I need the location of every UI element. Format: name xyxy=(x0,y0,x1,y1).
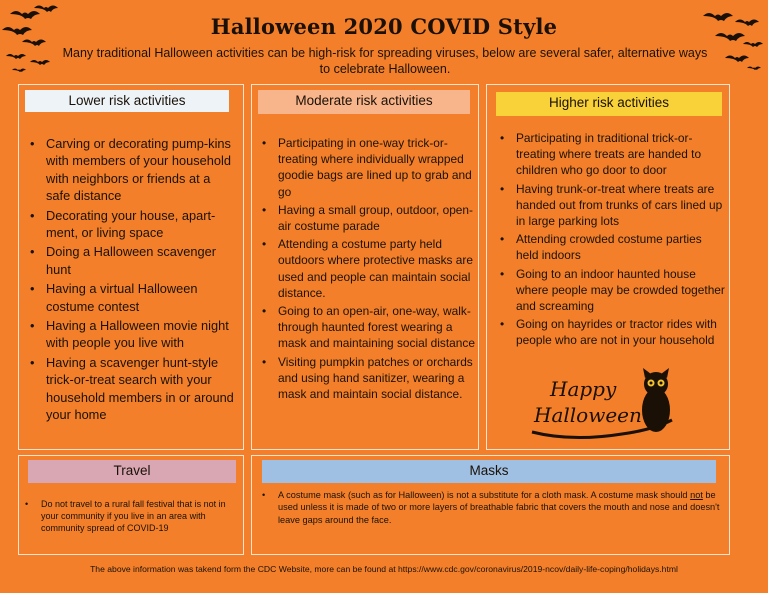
higher-risk-list xyxy=(500,130,726,351)
list-item: • Having a scavenger hunt-style trick-or-treat search with your household members in or around your home xyxy=(30,354,238,424)
list-item: • Visiting pumpkin patches or orchards and using hand sanitizer, wearing a mask and maintain social distance. xyxy=(262,354,476,403)
list-item: • Having trunk-or-treat where treats are handed out from trunks of cars lined up in large parking lots xyxy=(500,181,726,230)
halloween-text: Halloween xyxy=(534,403,642,427)
list-item: • Participating in traditional trick-or-treating where treats are handed to children who go door to door xyxy=(500,130,726,179)
happy-text: Happy xyxy=(550,377,617,401)
list-item: • Do not travel to a rural fall festival that is not in your community if you live in an area with community spread of COVID-19 xyxy=(25,498,239,534)
list-item: • Attending a costume party held outdoors where protective masks are used and people can maintain social distance. xyxy=(262,236,476,301)
list-item: • Doing a Halloween scavenger hunt xyxy=(30,243,238,278)
list-item: • Having a virtual Halloween costume contest xyxy=(30,280,238,315)
list-item: • Carving or decorating pump-kins with members of your household with neighbors or friends at a safe distance xyxy=(30,135,238,205)
list-item xyxy=(262,489,722,526)
black-cat-icon xyxy=(642,368,670,432)
page-subtitle: Many traditional Halloween activities can be high-risk for spreading viruses, below are several safer, alternative ways to celebrate Halloween. xyxy=(62,46,708,76)
list-item: • Having a Halloween movie night with people you live with xyxy=(30,317,238,352)
list-item: • Attending crowded costume parties held indoors xyxy=(500,231,726,263)
masks-heading: Masks xyxy=(262,460,716,483)
travel-list xyxy=(25,498,239,534)
footer-source-note: The above information was takend form the CDC Website, more can be found at https://www.cdc.gov/coronavirus/2019-ncov/daily-life-coping/holidays.html xyxy=(90,564,678,574)
list-item: • Going to an indoor haunted house where people may be crowded together and screaming xyxy=(500,266,726,315)
list-item: • Going to an open-air, one-way, walk-through haunted forest wearing a mask and maintaining social distance xyxy=(262,303,476,352)
page-title: Halloween 2020 COVID Style xyxy=(210,14,558,39)
list-item: • Going on hayrides or tractor rides with people who are not in your household xyxy=(500,316,726,348)
list-item: • Having a small group, outdoor, open-air costume parade xyxy=(262,202,476,234)
list-item: • Decorating your house, apart-ment, or living space xyxy=(30,207,238,242)
lower-risk-heading: Lower risk activities xyxy=(25,90,229,112)
masks-text-underlined: not xyxy=(690,490,703,500)
list-item: • Participating in one-way trick-or-treating where individually wrapped goodie bags are lined up to grab and go xyxy=(262,135,476,200)
masks-text-before: A costume mask (such as for Halloween) is not a substitute for a cloth mask. A costume mask should xyxy=(278,490,691,500)
higher-risk-heading: Higher risk activities xyxy=(496,92,722,116)
lower-risk-list xyxy=(30,135,238,426)
masks-list xyxy=(262,489,722,526)
masks-text-after: be used unless it is made of two or more layers of breathable fabric that covers the mouth and nose and doesn't leave gaps around the face. xyxy=(278,490,720,525)
happy-halloween-cat-graphic xyxy=(528,366,678,440)
moderate-risk-list xyxy=(262,135,476,404)
travel-heading: Travel xyxy=(28,460,236,483)
moderate-risk-heading: Moderate risk activities xyxy=(258,90,470,114)
